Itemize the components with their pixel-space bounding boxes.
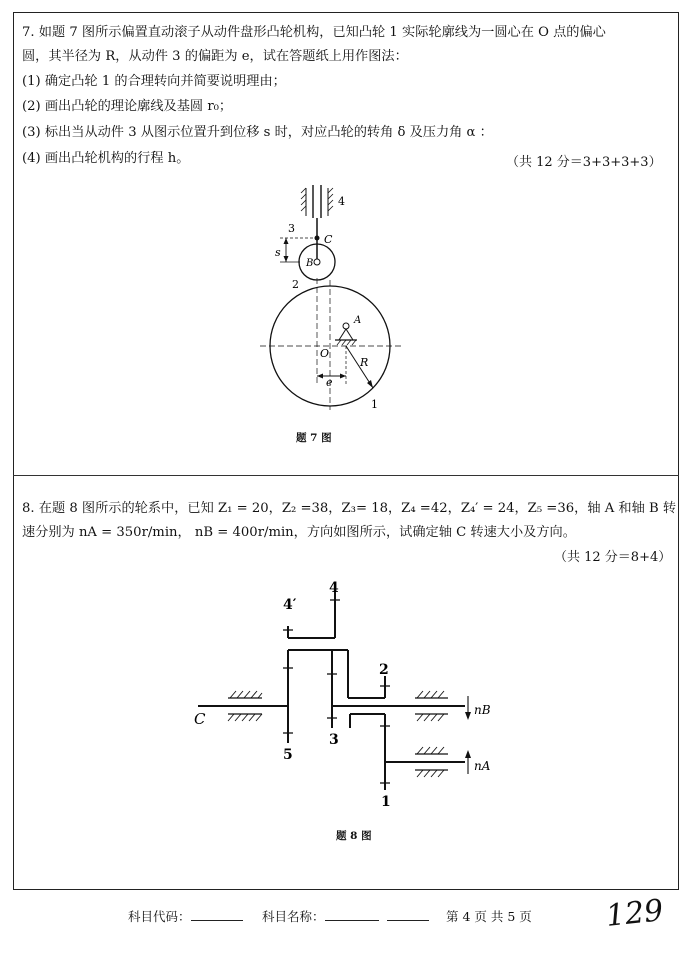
fig8-label-5: 5 [283, 747, 293, 763]
fig7-label-C: C [324, 233, 333, 246]
q8-caption: 题 8 图 [336, 830, 372, 842]
figure-8-gear-train [190, 578, 500, 813]
q7-item2: (2) 画出凸轮的理论廓线及基圆 r₀； [22, 99, 233, 114]
fig7-label-2: 2 [292, 278, 299, 291]
fig8-label-4: 4 [329, 580, 339, 596]
fig7-label-A: A [354, 315, 362, 326]
fig8-label-nB: nB [474, 703, 491, 717]
q7-line1: 7. 如题 7 图所示偏置直动滚子从动件盘形凸轮机构，已知凸轮 1 实际轮廓线为一圆心在 O 点的偏心 [22, 25, 606, 40]
footer-page-number: 第 4 页 共 5 页 [446, 909, 532, 924]
footer-subject-name [262, 907, 429, 925]
fig7-label-4: 4 [338, 195, 345, 208]
q7-line2: 圆，其半径为 R，从动件 3 的偏距为 e，试在答题纸上用作图法： [22, 49, 408, 64]
fig7-label-3: 3 [288, 222, 295, 235]
q7-caption: 题 7 图 [296, 432, 332, 444]
q7-item1: (1) 确定凸轮 1 的合理转向并简要说明理由； [22, 74, 286, 89]
fig8-label-nA: nA [474, 759, 491, 773]
figure-7-cam-mechanism [250, 180, 410, 415]
fig7-label-B: B [306, 258, 314, 269]
handwritten-number: 129 [604, 893, 665, 934]
fig8-label-2: 2 [379, 662, 389, 678]
fig7-label-R: R [360, 356, 369, 369]
q7-item4: (4) 画出凸轮机构的行程 h。 [22, 151, 190, 166]
fig8-label-3: 3 [329, 732, 339, 748]
q8-line1: 8. 在题 8 图所示的轮系中，已知 Z₁ = 20，Z₂ =38，Z₃= 18，Z₄ =42，Z₄′ = 24，Z₅ =36，轴 A 和轴 B 转 [22, 501, 677, 516]
fig8-label-4prime: 4′ [283, 597, 297, 613]
fig7-label-1: 1 [371, 398, 378, 411]
q7-item3: (3) 标出当从动件 3 从图示位置升到位移 s 时，对应凸轮的转角 δ 及压力角 α ： [22, 125, 493, 140]
fig8-label-C: C [194, 710, 206, 728]
q7-score: （共 12 分＝3+3+3+3） [506, 155, 662, 170]
fig7-label-e: e [326, 376, 333, 389]
fig7-label-O: O [320, 347, 330, 360]
q8-score: （共 12 分＝8+4） [554, 550, 672, 565]
footer-code-label: 科目代码： [128, 909, 191, 924]
fig8-label-1: 1 [381, 794, 391, 810]
footer-name-blank-1 [325, 908, 379, 921]
q8-line2: 速分别为 nA = 350r/min， nB = 400r/min，方向如图所示，试确定轴 C 转速大小及方向。 [22, 525, 576, 540]
fig7-label-s: s [275, 246, 281, 259]
footer-subject-code [128, 907, 243, 925]
footer-code-blank [191, 908, 243, 921]
footer-name-label: 科目名称： [262, 909, 325, 924]
footer-name-blank-2 [387, 908, 429, 921]
section-divider [13, 475, 679, 476]
